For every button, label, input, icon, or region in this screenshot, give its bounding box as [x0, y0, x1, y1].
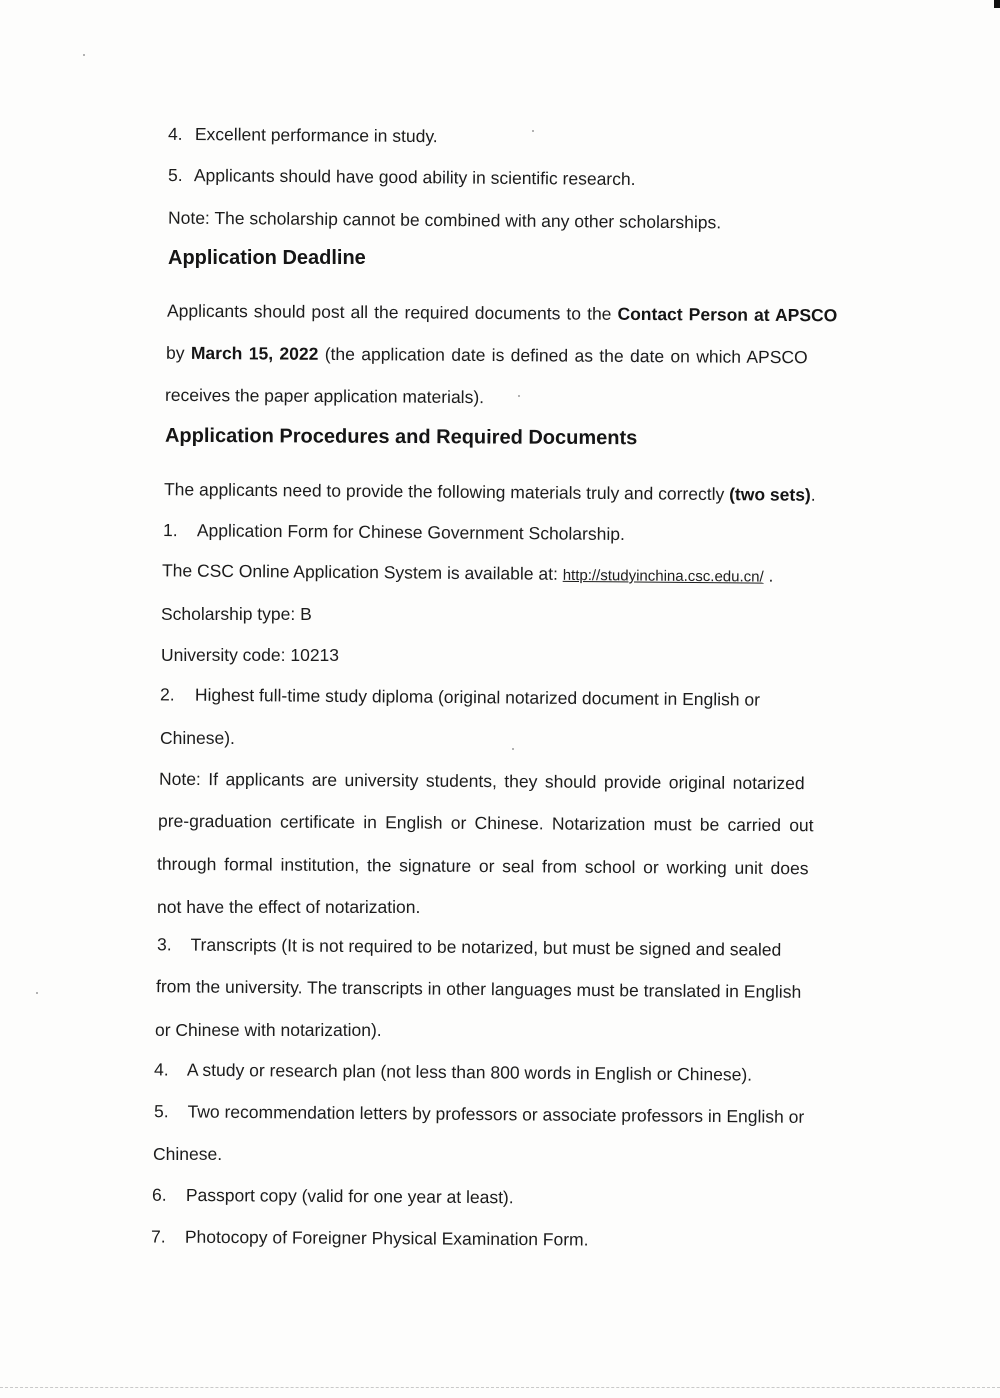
scan-speck [512, 748, 514, 750]
text-span: by [165, 342, 191, 363]
scan-edge-mark [994, 0, 1000, 8]
deadline-paragraph-line [167, 300, 837, 327]
deadline-paragraph-line [166, 342, 808, 368]
list-item-text: Photocopy of Foreigner Physical Examination Form. [184, 1226, 589, 1250]
list-number: 7. [150, 1226, 166, 1247]
scan-speck [36, 992, 38, 994]
list-item-text: Applicants should have good ability in scientific research. [193, 165, 636, 190]
list-number: 5. [167, 164, 183, 186]
list-item [154, 1100, 804, 1128]
procedures-intro [164, 478, 816, 506]
list-item [154, 1058, 752, 1085]
scan-speck [83, 54, 85, 56]
list-item [168, 123, 438, 147]
scan-bottom-edge [0, 1387, 1000, 1388]
text-span: The applicants need to provide the following materials truly and correctly [163, 479, 730, 505]
note-line: Note: If applicants are university students, they should provide original notarized [158, 768, 805, 794]
list-item [168, 164, 636, 190]
text-span: . [810, 484, 816, 505]
scan-speck [518, 395, 520, 397]
text-span: . [763, 565, 774, 586]
list-item [157, 933, 782, 960]
list-item-continuation: or Chinese with notarization). [155, 1020, 382, 1040]
list-item-text: Passport copy (valid for one year at least). [185, 1184, 514, 1208]
list-number: 1. [162, 519, 178, 541]
heading-application-deadline: Application Deadline [168, 247, 366, 269]
list-number: 5. [153, 1101, 169, 1122]
deadline-paragraph-line: receives the paper application materials). [164, 384, 485, 408]
list-item-text: Application Form for Chinese Government Scholarship. [196, 520, 625, 545]
list-item-text: Highest full-time study diploma (original notarized document in English or [194, 684, 761, 710]
heading-application-procedures: Application Procedures and Required Documents [164, 424, 638, 450]
list-item-text: Excellent performance in study. [194, 124, 438, 147]
list-item [152, 1184, 514, 1209]
text-span: Applicants should post all the required documents to the [166, 300, 618, 324]
scan-speck [532, 130, 534, 132]
list-number: 4. [167, 123, 183, 144]
note-line: not have the effect of notarization. [157, 897, 421, 917]
list-item-text: Transcripts (It is not required to be notarized, but must be signed and sealed [190, 934, 782, 960]
list-item-continuation: Chinese. [153, 1144, 223, 1164]
list-number: 3. [156, 934, 172, 955]
note-line: through formal institution, the signature or seal from school or working unit does [156, 853, 809, 879]
two-sets-bold: (two sets) [729, 484, 811, 505]
list-item-text: A study or research plan (not less than 800 words in English or Chinese). [186, 1059, 753, 1085]
csc-system-line [162, 559, 774, 588]
csc-application-link[interactable]: http://studyinchina.csc.edu.cn/ [562, 566, 764, 586]
list-item [151, 1225, 589, 1250]
note-scholarship-combination: Note: The scholarship cannot be combined with any other scholarships. [167, 207, 722, 233]
list-item-text: Two recommendation letters by professors or associate professors in English or [187, 1101, 805, 1127]
list-item [160, 683, 760, 710]
text-span: The CSC Online Application System is available at: [161, 560, 563, 584]
scholarship-type: Scholarship type: B [161, 604, 312, 624]
list-number: 6. [151, 1184, 167, 1205]
list-number: 4. [153, 1059, 169, 1080]
university-code: University code: 10213 [161, 645, 340, 665]
note-line: pre-graduation certificate in English or Chinese. Notarization must be carried out [157, 810, 814, 836]
text-span: (the application date is defined as the date on which APSCO [318, 343, 808, 368]
list-number: 2. [159, 684, 175, 705]
list-item-continuation: from the university. The transcripts in other languages must be translated in English [155, 976, 802, 1002]
contact-person-bold: Contact Person at APSCO [617, 303, 838, 326]
list-item-continuation: Chinese). [160, 728, 235, 748]
deadline-date-bold: March 15, 2022 [190, 342, 319, 364]
list-item [163, 519, 625, 545]
